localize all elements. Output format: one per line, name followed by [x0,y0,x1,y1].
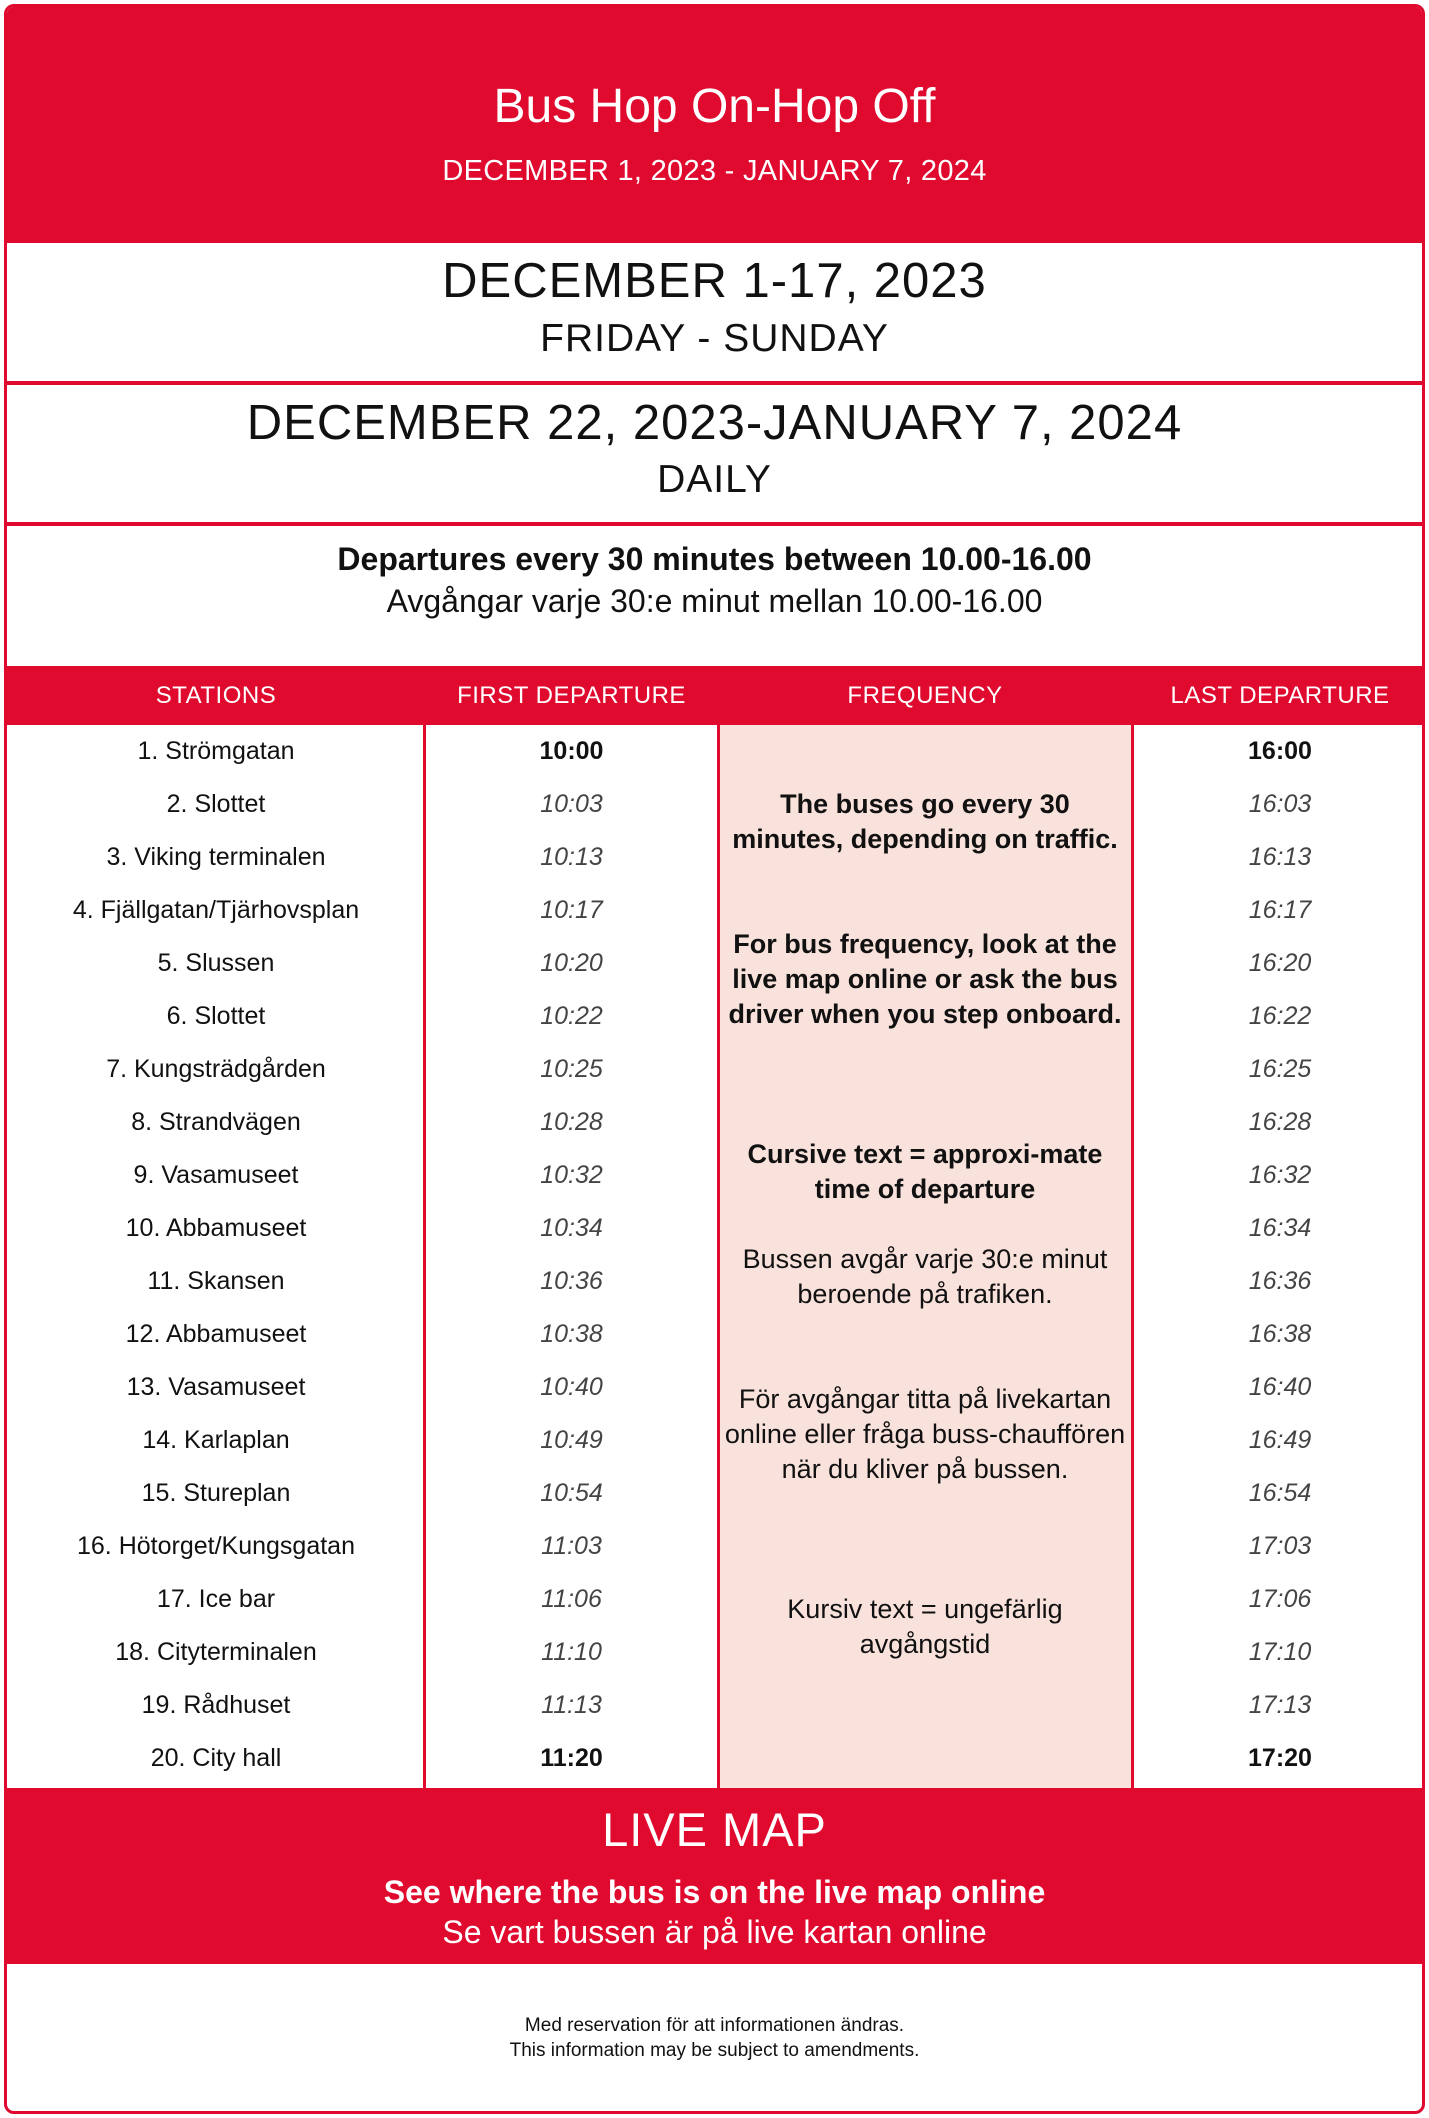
first-departure: 10:28 [540,1108,603,1136]
disclaimer-en: This information may be subject to amendments. [509,2040,920,2061]
live-map-banner [7,1788,1422,1964]
table-row [7,990,1422,1043]
station-name: 3. Viking terminalen [106,843,326,871]
first-departure: 10:36 [540,1267,603,1295]
departures-note-en: Departures every 30 minutes between 10.00-16.00 [337,541,1092,577]
station-name: 5. Slussen [157,949,275,977]
last-departure: 16:25 [1248,1055,1312,1083]
period-2-days: DAILY [657,458,772,501]
table-header [7,666,1422,725]
last-departure: 17:06 [1248,1585,1312,1613]
last-departure: 16:22 [1248,1002,1312,1030]
station-name: 10. Abbamuseet [125,1214,307,1242]
table-row [7,1308,1422,1361]
table-row [7,725,1422,778]
table-row [7,1520,1422,1573]
first-departure: 10:38 [540,1320,603,1348]
last-departure: 16:40 [1248,1373,1312,1401]
header-banner [7,7,1422,243]
table-row [7,778,1422,831]
table-row [7,1573,1422,1626]
divider [7,381,1422,385]
table-row [7,1467,1422,1520]
first-departure: 10:13 [540,843,603,871]
station-name: 4. Fjällgatan/Tjärhovsplan [72,896,360,924]
last-departure: 17:03 [1248,1532,1312,1560]
frequency-note-sv-3: Kursiv text = ungefärlig avgångstid [787,1594,1063,1659]
station-name: 19. Rådhuset [141,1691,291,1719]
station-name: 15. Stureplan [141,1479,291,1507]
station-name: 20. City hall [150,1744,282,1772]
last-departure: 16:03 [1248,790,1312,818]
last-departure: 16:49 [1248,1426,1312,1454]
page-title: Bus Hop On-Hop Off [493,80,936,133]
table-row [7,1149,1422,1202]
divider [7,522,1422,526]
station-name: 6. Slottet [166,1002,266,1030]
station-name: 2. Slottet [166,790,266,818]
table-row [7,1414,1422,1467]
first-departure: 10:17 [540,896,603,924]
table-row [7,1361,1422,1414]
last-departure: 16:00 [1248,737,1312,765]
first-departure: 10:20 [540,949,603,977]
table-row [7,884,1422,937]
table-row [7,1679,1422,1732]
station-name: 11. Skansen [147,1267,285,1295]
frequency-note-en-2: For bus frequency, look at the live map online or ask the bus driver when you step onboard. [728,929,1122,1029]
table-row [7,937,1422,990]
station-name: 7. Kungsträdgården [106,1055,326,1083]
header-first-departure: FIRST DEPARTURE [457,682,686,709]
station-name: 18. Cityterminalen [115,1638,317,1666]
first-departure: 11:13 [541,1691,602,1719]
first-departure: 10:34 [540,1214,603,1242]
first-departure: 11:20 [540,1744,603,1772]
table-row [7,1096,1422,1149]
header-frequency: FREQUENCY [847,682,1003,709]
station-name: 12. Abbamuseet [125,1320,307,1348]
last-departure: 16:17 [1248,896,1312,924]
first-departure: 10:03 [540,790,603,818]
period-1-dates: DECEMBER 1-17, 2023 [442,254,987,308]
departures-note-sv: Avgångar varje 30:e minut mellan 10.00-16.00 [386,583,1043,619]
last-departure: 16:38 [1248,1320,1312,1348]
period-1-days: FRIDAY - SUNDAY [540,317,889,360]
disclaimer-sv: Med reservation för att informationen ändras. [524,2015,905,2036]
header-last-departure: LAST DEPARTURE [1170,682,1390,709]
table-row [7,1626,1422,1679]
station-name: 9. Vasamuseet [133,1161,299,1189]
timetable [7,725,1422,1788]
last-departure: 16:28 [1248,1108,1312,1136]
frequency-note-en-1: The buses go every 30 minutes, depending on traffic. [732,789,1118,854]
last-departure: 17:13 [1248,1691,1312,1719]
table-row [7,1732,1422,1785]
first-departure: 11:03 [541,1532,602,1560]
season-dates: DECEMBER 1, 2023 - JANUARY 7, 2024 [442,155,987,187]
first-departure: 10:40 [540,1373,603,1401]
station-name: 14. Karlaplan [142,1426,290,1454]
live-map-text-sv: Se vart bussen är på live kartan online [442,1914,987,1950]
last-departure: 17:20 [1248,1744,1312,1772]
table-row [7,1043,1422,1096]
timetable-card [4,4,1425,2114]
station-name: 1. Strömgatan [137,737,295,765]
live-map-text-en: See where the bus is on the live map online [383,1874,1046,1910]
last-departure: 16:34 [1248,1214,1312,1242]
table-row [7,1255,1422,1308]
first-departure: 10:54 [540,1479,603,1507]
first-departure: 10:49 [540,1426,603,1454]
station-name: 13. Vasamuseet [126,1373,306,1401]
live-map-title: LIVE MAP [602,1803,827,1856]
frequency-note-sv-2: För avgångar titta på livekartan online eller fråga buss-chauffören när du kliver på bussen. [724,1384,1126,1484]
first-departure: 10:25 [540,1055,603,1083]
frequency-note-sv-1: Bussen avgår varje 30:e minut beroende på trafiken. [742,1244,1108,1309]
station-name: 17. Ice bar [156,1585,276,1613]
table-row [7,831,1422,884]
first-departure: 11:10 [541,1638,602,1666]
last-departure: 17:10 [1248,1638,1312,1666]
period-2-dates: DECEMBER 22, 2023-JANUARY 7, 2024 [246,396,1183,450]
last-departure: 16:13 [1248,843,1312,871]
frequency-note-en-3: Cursive text = approxi-mate time of departure [747,1139,1103,1204]
last-departure: 16:36 [1248,1267,1312,1295]
last-departure: 16:54 [1248,1479,1312,1507]
first-departure: 10:22 [540,1002,603,1030]
header-stations: STATIONS [155,682,277,709]
first-departure: 11:06 [541,1585,602,1613]
last-departure: 16:20 [1248,949,1312,977]
last-departure: 16:32 [1248,1161,1312,1189]
station-name: 16. Hötorget/Kungsgatan [77,1532,355,1560]
station-name: 8. Strandvägen [131,1108,301,1136]
first-departure: 10:32 [540,1161,603,1189]
table-row [7,1202,1422,1255]
first-departure: 10:00 [539,737,604,765]
